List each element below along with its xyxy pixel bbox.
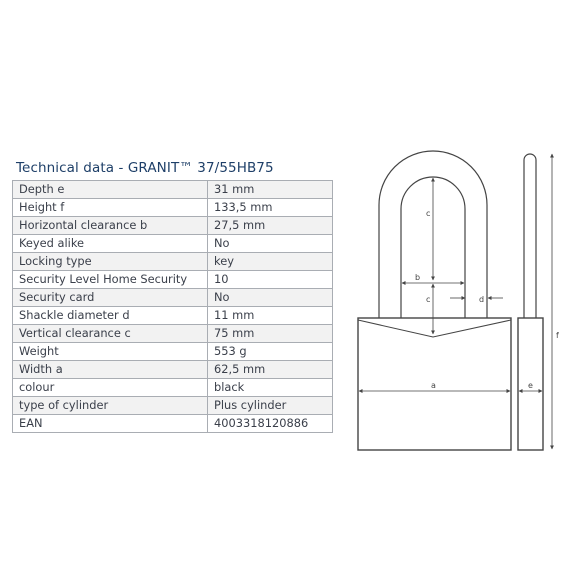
row-value: 62,5 mm [208, 361, 333, 379]
dimension-label-c-lower: c [426, 295, 431, 304]
row-label: Width a [13, 361, 208, 379]
dimension-label-c-upper: c [426, 209, 431, 218]
side-shackle [524, 154, 536, 318]
row-label: Keyed alike [13, 235, 208, 253]
row-value: 11 mm [208, 307, 333, 325]
row-label: Weight [13, 343, 208, 361]
row-value: No [208, 235, 333, 253]
row-value: black [208, 379, 333, 397]
row-value: No [208, 289, 333, 307]
padlock-side-view [518, 154, 543, 450]
row-label: Security card [13, 289, 208, 307]
row-label: Vertical clearance c [13, 325, 208, 343]
row-value: 31 mm [208, 181, 333, 199]
row-label: Depth e [13, 181, 208, 199]
row-value: 27,5 mm [208, 217, 333, 235]
row-label: EAN [13, 415, 208, 433]
dimension-label-b: b [415, 273, 421, 282]
row-label: Security Level Home Security [13, 271, 208, 289]
row-label: Shackle diameter d [13, 307, 208, 325]
row-label: Horizontal clearance b [13, 217, 208, 235]
row-value: 10 [208, 271, 333, 289]
dimension-label-d: d [479, 295, 485, 304]
table-title: Technical data - GRANIT™ 37/55HB75 [16, 160, 274, 176]
row-value: 553 g [208, 343, 333, 361]
row-value: 133,5 mm [208, 199, 333, 217]
row-value: key [208, 253, 333, 271]
dimension-label-f: f [556, 331, 559, 340]
row-value: Plus cylinder [208, 397, 333, 415]
row-label: Locking type [13, 253, 208, 271]
body-chamfer [358, 320, 511, 337]
row-label: colour [13, 379, 208, 397]
dimension-label-a: a [431, 381, 436, 390]
row-value: 75 mm [208, 325, 333, 343]
dimension-label-e: e [528, 381, 533, 390]
row-label: Height f [13, 199, 208, 217]
row-value: 4003318120886 [208, 415, 333, 433]
row-label: type of cylinder [13, 397, 208, 415]
padlock-front-view [358, 151, 511, 450]
